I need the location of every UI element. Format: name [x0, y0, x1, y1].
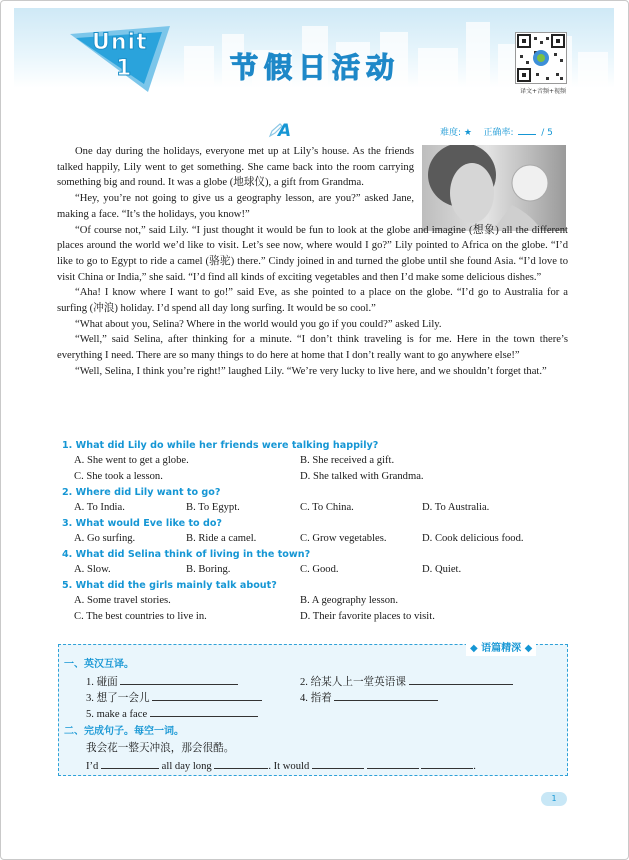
sentence-part: all day long: [161, 761, 212, 772]
passage-paragraph: “Well,” said Selina, after thinking for a minute. “I don’t think traveling is for me. Here in the town there’s everything I need. There are so many things to do here at home that I don’t really want to go anywhere else!”: [57, 334, 568, 362]
sentence-part: .: [473, 761, 476, 772]
question-1: 1. What did Lily do while her friends were talking happily?: [62, 440, 379, 451]
option[interactable]: A. Go surfing.: [74, 533, 136, 544]
translation-item: [86, 689, 262, 705]
translation-prompt: 5. make a face: [86, 709, 148, 720]
translation-prompt: 2. 给某人上一堂英语课: [300, 677, 406, 688]
translation-item: [86, 705, 258, 720]
answer-blank[interactable]: [409, 673, 513, 685]
answer-blank[interactable]: [334, 689, 438, 701]
exercise-tag: ◆ 语篇精深 ◆: [466, 637, 536, 656]
option[interactable]: C. The best countries to live in.: [74, 611, 207, 622]
section-label: A: [278, 121, 292, 141]
sentence-part: I’d: [86, 761, 99, 772]
answer-blank[interactable]: [214, 757, 268, 769]
passage-paragraph: “Hey, you’re not going to give us a geography lesson, are you?” asked Jane, making a face. “It’s the holidays, you know!”: [57, 193, 414, 220]
accuracy-label: 正确率:: [483, 128, 514, 138]
passage-paragraph: “Of course not,” said Lily. “I just thought it would be fun to look at the globe and imagine (想象) all the different places around the world we’d like to visit. Let’s see now, where would I go?” Lily pointed to Africa on the globe. “I’d like to go to Egypt to ride a camel (骆驼) there.” Cindy joined in and turned the globe until she found Asia. “I’d love to visit China or India,” she said. “I’d find all kinds of exciting vegetables and then I’d make some delicious dishes.”: [57, 224, 568, 283]
translation-prompt: 3. 想了一会儿: [86, 693, 150, 704]
option[interactable]: D. Cook delicious food.: [422, 533, 524, 544]
unit-word: Unit: [92, 30, 148, 55]
translation-item: [86, 673, 238, 689]
option[interactable]: B. Ride a camel.: [186, 533, 257, 544]
option[interactable]: B. To Egypt.: [186, 502, 240, 513]
option[interactable]: A. She went to get a globe.: [74, 455, 189, 466]
option[interactable]: C. She took a lesson.: [74, 471, 163, 482]
question-5: 5. What did the girls mainly talk about?: [62, 580, 277, 591]
answer-blank[interactable]: [367, 757, 419, 769]
question-2: 2. Where did Lily want to go?: [62, 487, 221, 498]
accuracy-blank[interactable]: [518, 134, 536, 135]
answer-blank[interactable]: [421, 757, 473, 769]
question-4: 4. What did Selina think of living in the town?: [62, 549, 311, 560]
sentence-chinese: 我会花一整天冲浪，那会很酷。: [86, 743, 235, 754]
answer-blank[interactable]: [150, 705, 258, 717]
passage-paragraph: One day during the holidays, everyone met up at Lily’s house. As the friends talked happily, Lily went to get something. She came back into the room carrying something big and round. It was a globe (地球仪), a gift from Grandma.: [57, 146, 414, 189]
sentence-english: [86, 757, 476, 772]
option[interactable]: A. To India.: [74, 502, 125, 513]
passage-paragraph: “Well, Selina, I think you’re right!” laughed Lily. “We’re very lucky to live here, and we shouldn’t forget that.”: [75, 365, 547, 377]
difficulty-stars: ★: [463, 128, 472, 138]
translation-prompt: 4. 指着: [300, 693, 332, 704]
sentence-part: . It would: [268, 761, 310, 772]
translation-prompt: 1. 碰面: [86, 677, 118, 688]
translation-item: [300, 673, 513, 689]
option[interactable]: D. To Australia.: [422, 502, 490, 513]
option[interactable]: A. Some travel stories.: [74, 595, 171, 606]
qr-code[interactable]: [515, 32, 567, 84]
option[interactable]: A. Slow.: [74, 564, 111, 575]
answer-blank[interactable]: [101, 757, 159, 769]
option[interactable]: B. A geography lesson.: [300, 595, 398, 606]
option[interactable]: D. She talked with Grandma.: [300, 471, 424, 482]
option[interactable]: C. To China.: [300, 502, 354, 513]
answer-blank[interactable]: [152, 689, 262, 701]
option[interactable]: D. Their favorite places to visit.: [300, 611, 435, 622]
difficulty-accuracy: [440, 125, 553, 138]
qr-code-pattern: [516, 33, 566, 83]
answer-blank[interactable]: [120, 673, 238, 685]
option[interactable]: C. Good.: [300, 564, 339, 575]
option[interactable]: D. Quiet.: [422, 564, 462, 575]
page-title: 节假日活动: [230, 51, 401, 84]
unit-number: 1: [116, 56, 132, 81]
part1-title: 一、英汉互译。: [64, 659, 134, 670]
passage-paragraph: “What about you, Selina? Where in the world would you go if you could?” asked Lily.: [75, 318, 442, 330]
answer-blank[interactable]: [312, 757, 364, 769]
part2-title: 二、完成句子。每空一词。: [64, 726, 184, 737]
question-3: 3. What would Eve like to do?: [62, 518, 222, 529]
option[interactable]: C. Grow vegetables.: [300, 533, 387, 544]
option[interactable]: B. She received a gift.: [300, 455, 395, 466]
reading-passage: [57, 144, 568, 380]
accuracy-total: / 5: [541, 128, 553, 138]
difficulty-label: 难度:: [440, 128, 462, 138]
translation-item: [300, 689, 438, 705]
passage-paragraph: “Aha! I know where I want to go!” said Eve, as she pointed to a place on the globe. “I’d go to Australia for a surfing (冲浪) holiday. I’d spend all day long surfing. It would be so cool.”: [57, 287, 568, 315]
page-number: 1: [541, 792, 567, 806]
option[interactable]: B. Boring.: [186, 564, 231, 575]
unit-badge: [70, 26, 178, 96]
qr-caption: 译文+音频+视频: [519, 88, 567, 95]
